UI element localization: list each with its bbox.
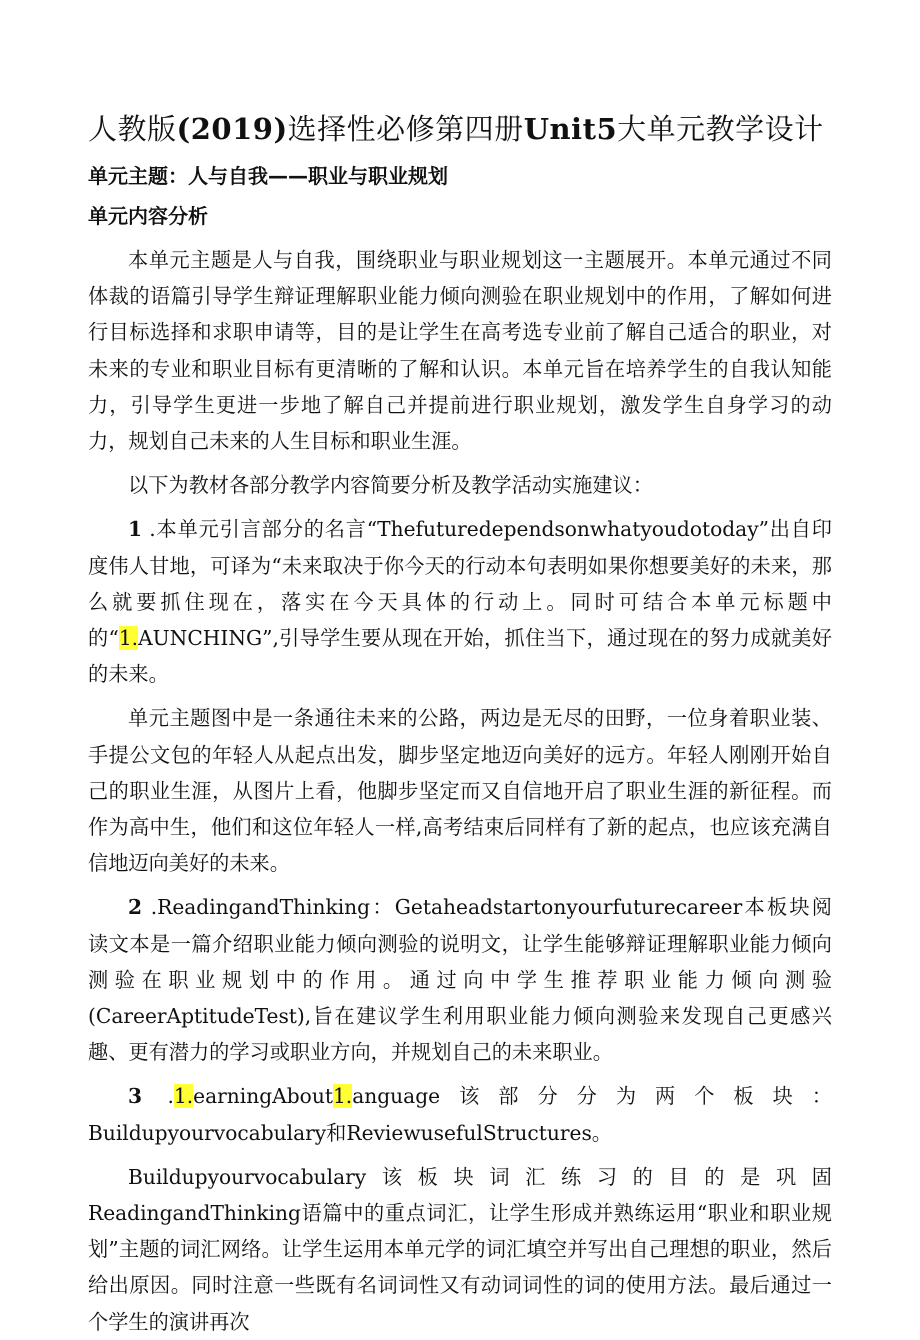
- paragraph-overview: 以下为教材各部分教学内容简要分析及教学活动实施建议：: [128, 473, 653, 498]
- item-text-cont: anguage该部分分为两个板块：Buildupyourvocabulary和ReviewusefulStructures。: [88, 1084, 832, 1145]
- item-number: 3: [128, 1084, 143, 1109]
- theme-heading: 单元主题：人与自我——职业与职业规划: [88, 164, 448, 188]
- paragraph-item-2: [88, 889, 832, 1070]
- title-prefix: 人教版: [88, 112, 177, 146]
- paragraph-intro: 本单元主题是人与自我，围绕职业与职业规划这一主题展开。本单元通过不同体裁的语篇引导学生辩证理解职业能力倾向测验在职业规划中的作用，了解如何进行目标选择和求职申请等，目的是让学生在高考选专业前了解自己适合的职业，对未来的专业和职业目标有更清晰的了解和认识。本单元旨在培养学生的自我认知能力，引导学生更进一步地了解自己并提前进行职业规划，激发学生自身学习的动力，规划自己未来的人生目标和职业生涯。: [88, 248, 832, 454]
- title-year: (2019): [176, 112, 288, 146]
- item-text: .本单元引言部分的名言“Thefuturedependsonwhatyoudotoday”出自印度伟人甘地，可译为“未来取决于你今天的行动本句表明如果你想要美好的未来，那么就要抓住现在，落实在今天具体的行动上。同时可结合本单元标题中的“: [88, 517, 832, 651]
- highlighted-text: 1.: [173, 1084, 194, 1109]
- title-middle: 选择性必修第四册: [287, 112, 524, 146]
- item-number: 2: [128, 895, 143, 920]
- item-number: 1: [128, 517, 143, 542]
- paragraph-vocabulary: Buildupyourvocabulary该板块词汇练习的目的是巩固ReadingandThinking语篇中的重点词汇，让学生形成并熟练运用“职业和职业规划”主题的词汇网络。让学生运用本单元学的词汇填空并写出自己理想的职业，然后给出原因。同时注意一些既有名词词性又有动词词性的词的使用方法。最后通过一个学生的演讲再次: [88, 1164, 832, 1334]
- document-title: [88, 110, 832, 148]
- item-text: .ReadingandThinking：Getaheadstartonyourfuturecareer本板块阅读文本是一篇介绍职业能力倾向测验的说明文，让学生能够辩证理解职业能力倾向测验在职业规划中的作用。通过向中学生推荐职业能力倾向测验(CareerAptitudeTest),旨在建议学生利用职业能力倾向测验来发现自己更感兴趣、更有潜力的学习或职业方向，并规划自己的未来职业。: [88, 895, 832, 1065]
- highlighted-text: 1.: [118, 626, 139, 651]
- analysis-heading: 单元内容分析: [88, 204, 208, 228]
- item-text-cont: AUNCHING”,引导学生要从现在开始，抓住当下，通过现在的努力成就美好的未来。: [88, 626, 832, 687]
- paragraph-item-1: [88, 511, 832, 692]
- title-unit: Unit5: [523, 112, 618, 146]
- paragraph-item-3: [88, 1078, 832, 1150]
- title-suffix: 大单元教学设计: [617, 112, 824, 146]
- paragraph-theme-image: 单元主题图中是一条通往未来的公路，两边是无尽的田野，一位身着职业装、手提公文包的年轻人从起点出发，脚步坚定地迈向美好的远方。年轻人刚刚开始自己的职业生涯，从图片上看，他脚步坚定而又自信地开启了职业生涯的新征程。而作为高中生，他们和这位年轻人一样,高考结束后同样有了新的起点，也应该充满自信地迈向美好的未来。: [88, 706, 832, 876]
- highlighted-text: 1.: [332, 1084, 353, 1109]
- item-text-cont: earningAbout: [193, 1084, 333, 1109]
- item-text: .: [142, 1084, 174, 1109]
